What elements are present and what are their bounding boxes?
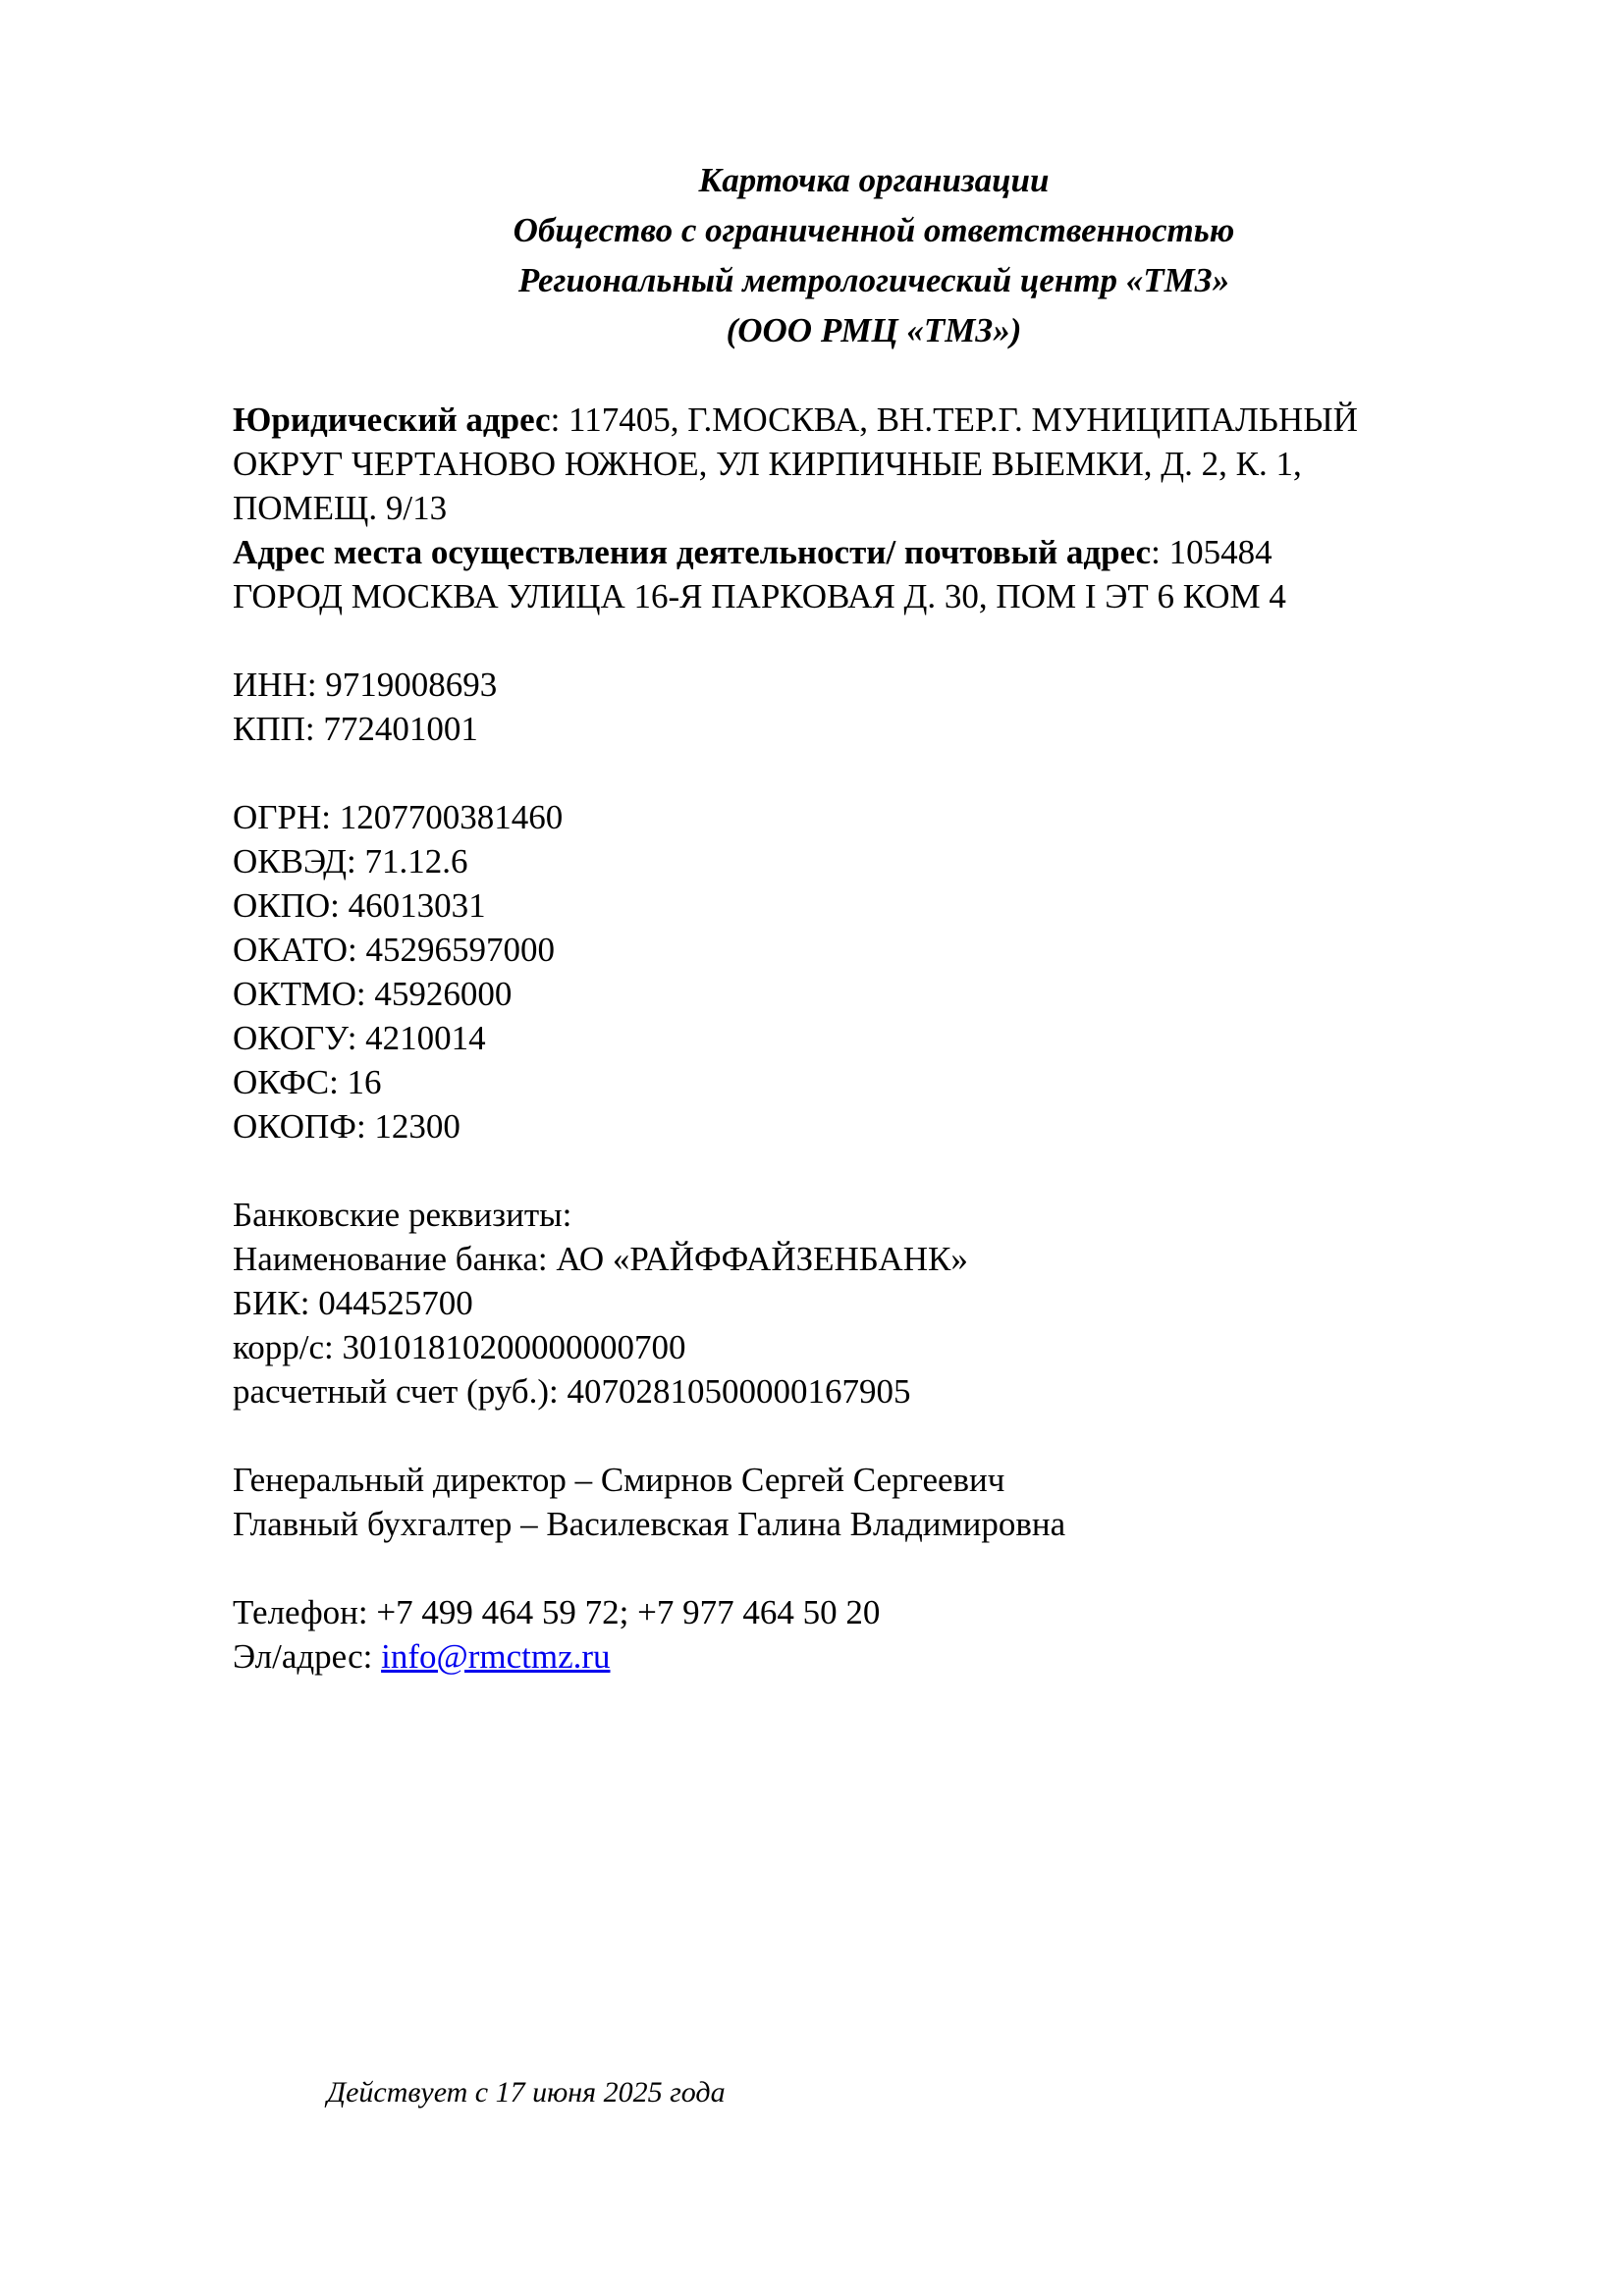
phone: Телефон: +7 499 464 59 72; +7 977 464 50 20 [233,1593,881,1631]
bank-name: Наименование банка: АО «РАЙФФАЙЗЕНБАНК» [233,1240,968,1278]
email-line [233,1634,1529,1679]
postal-address-label: Адрес места осуществления деятельности/ почтовый адрес [233,533,1152,571]
bank-settlement-account: расчетный счет (руб.): 40702810500000167905 [233,1372,911,1411]
spacer [233,618,1529,663]
okopf: ОКОПФ: 12300 [233,1107,460,1146]
company-full-name: Региональный метрологический центр «ТМЗ» [517,261,1230,299]
postal-address-line-1 [233,530,1529,574]
company-short-name: (ООО РМЦ «ТМЗ») [726,311,1022,349]
legal-address-line-1 [233,398,1529,442]
legal-address-value-1: : 117405, Г.МОСКВА, ВН.ТЕР.Г. МУНИЦИПАЛЬНЫЙ [550,400,1358,439]
spacer [233,1546,1529,1590]
legal-address-label: Юридический адрес [233,400,551,439]
effective-date: Действует с 17 июня 2025 года [327,2076,726,2109]
chief-accountant: Главный бухгалтер – Василевская Галина Владимировна [233,1505,1066,1543]
bank-bik: БИК: 044525700 [233,1284,473,1322]
legal-address-line-3: ПОМЕЩ. 9/13 [233,489,448,527]
company-legal-form: Общество с ограниченной ответственностью [513,211,1235,249]
legal-address-line-2: ОКРУГ ЧЕРТАНОВО ЮЖНОЕ, УЛ КИРПИЧНЫЕ ВЫЕМКИ, Д. 2, К. 1, [233,445,1302,483]
spacer [233,1414,1529,1458]
okved: ОКВЭД: 71.12.6 [233,842,468,881]
spacer [233,1148,1529,1193]
okogu: ОКОГУ: 4210014 [233,1019,486,1057]
postal-address-line-2: ГОРОД МОСКВА УЛИЦА 16-Я ПАРКОВАЯ Д. 30, ПОМ I ЭТ 6 КОМ 4 [233,577,1286,615]
document-title-block [0,155,1624,355]
okato: ОКАТО: 45296597000 [233,931,555,969]
organization-details [233,398,1529,1679]
spacer [233,751,1529,795]
document-title: Карточка организации [698,161,1050,199]
okfs: ОКФС: 16 [233,1063,382,1101]
postal-address-value-1: : 105484 [1151,533,1272,571]
bank-details-heading: Банковские реквизиты: [233,1196,572,1234]
oktmo: ОКТМО: 45926000 [233,975,513,1013]
inn: ИНН: 9719008693 [233,666,498,704]
bank-corr-account: корр/с: 30101810200000000700 [233,1328,686,1366]
email-link[interactable]: info@rmctmz.ru [381,1637,611,1676]
general-director: Генеральный директор – Смирнов Сергей Сергеевич [233,1461,1005,1499]
okpo: ОКПО: 46013031 [233,886,486,925]
kpp: КПП: 772401001 [233,710,478,748]
ogrn: ОГРН: 1207700381460 [233,798,564,836]
email-label: Эл/адрес: [233,1637,382,1676]
